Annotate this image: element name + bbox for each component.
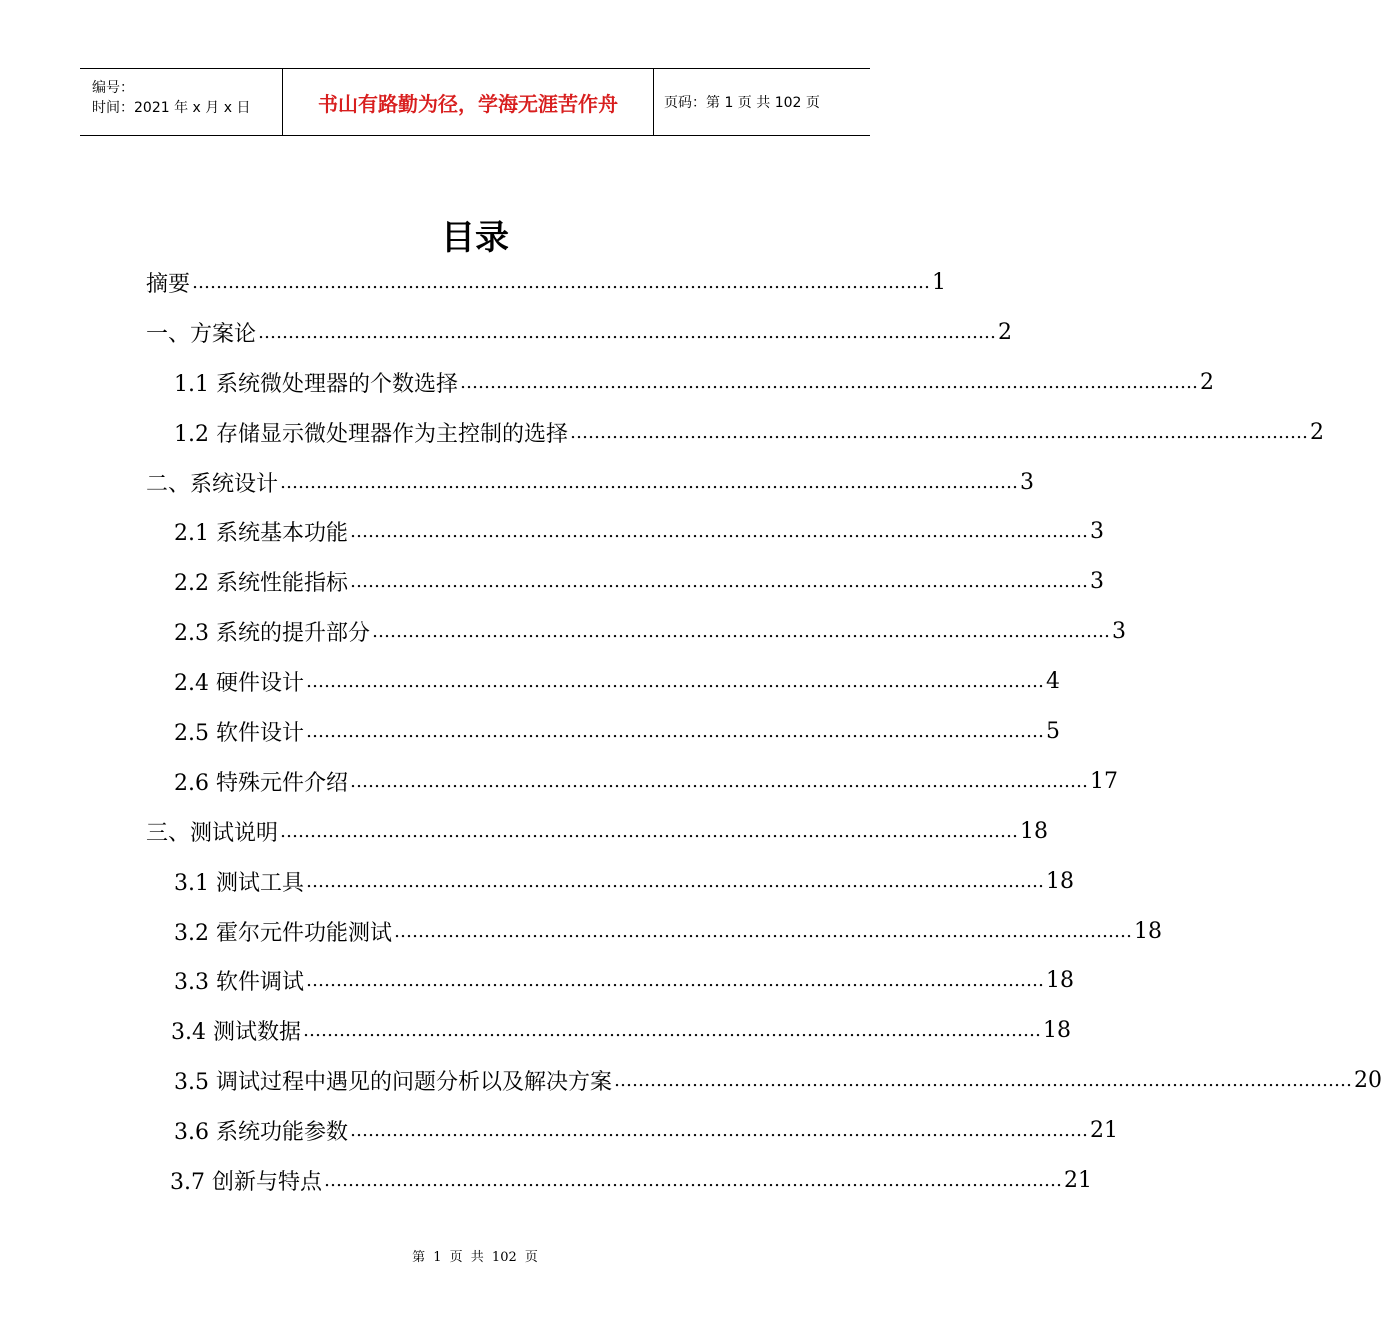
toc-entry[interactable] (170, 1160, 1092, 1200)
toc-entry-page: 18 (1133, 918, 1162, 944)
toc-entry-label: 2.6 特殊元件介绍 (174, 770, 348, 796)
toc-entry[interactable] (174, 661, 1060, 701)
toc-entry[interactable] (174, 362, 1214, 402)
header-motto: 书山有路勤为径，学海无涯苦作舟 (282, 69, 654, 135)
toc-entry-label: 测试说明 (190, 820, 279, 846)
toc-entry-page: 21 (1089, 1117, 1118, 1143)
toc-entry-page: 3 (1111, 618, 1126, 644)
toc-entry-page: 20 (1353, 1067, 1382, 1093)
toc-entry-label: 2.5 软件设计 (174, 720, 304, 746)
toc-entry[interactable] (174, 561, 1104, 601)
toc-entry-page: 17 (1089, 768, 1118, 794)
document-time-label: 时间：2021 年 x 月 x 日 (92, 100, 251, 116)
toc-entry-label: 方案论 (190, 321, 257, 347)
toc-entry[interactable] (146, 312, 1013, 352)
toc-entry-label: 3.5 调试过程中遇见的问题分析以及解决方案 (174, 1069, 612, 1095)
toc-entry-number: 一、 (146, 321, 191, 347)
toc-entry-page: 2 (998, 319, 1013, 345)
toc-entry-page: 1 (932, 269, 947, 295)
toc-leader-dots: …………………………………………………………………………………………………………… (302, 1019, 1041, 1041)
toc-entry[interactable] (146, 462, 1035, 502)
toc-leader-dots: …………………………………………………………………………………………………………… (192, 271, 931, 293)
toc-entry-number: 三、 (146, 820, 191, 846)
toc-entry[interactable] (174, 1110, 1118, 1150)
toc-leader-dots: …………………………………………………………………………………………………………… (569, 421, 1308, 443)
toc-leader-dots: …………………………………………………………………………………………………………… (305, 870, 1044, 892)
toc-entry[interactable] (174, 911, 1162, 951)
toc-entry-label: 3.2 霍尔元件功能测试 (174, 920, 392, 946)
toc-entry-page: 3 (1089, 518, 1104, 544)
toc-entry[interactable] (174, 511, 1104, 551)
page-header (80, 68, 870, 136)
toc-leader-dots: …………………………………………………………………………………………………………… (305, 969, 1044, 991)
page-title: 目录 (441, 218, 509, 258)
toc-entry[interactable] (146, 262, 947, 302)
document-number-label: 编号： (92, 80, 134, 96)
toc-entry-label: 系统设计 (190, 471, 279, 497)
toc-leader-dots: …………………………………………………………………………………………………………… (459, 371, 1198, 393)
toc-entry-label: 2.1 系统基本功能 (174, 520, 348, 546)
toc-leader-dots: …………………………………………………………………………………………………………… (280, 471, 1019, 493)
toc-entry[interactable] (174, 611, 1126, 651)
toc-entry-page: 21 (1063, 1167, 1092, 1193)
toc-leader-dots: …………………………………………………………………………………………………………… (393, 920, 1132, 942)
header-left-cell (80, 61, 282, 135)
toc-leader-dots: …………………………………………………………………………………………………………… (613, 1069, 1352, 1091)
toc-entry-label: 3.4 测试数据 (171, 1019, 301, 1045)
toc-entry[interactable] (171, 1010, 1071, 1050)
toc-entry[interactable] (174, 1060, 1382, 1100)
toc-leader-dots: …………………………………………………………………………………………………………… (349, 770, 1088, 792)
toc-entry[interactable] (174, 761, 1118, 801)
toc-entry-label: 摘要 (146, 271, 191, 297)
toc-entry-label: 1.2 存储显示微处理器作为主控制的选择 (174, 421, 568, 447)
toc-entry-number: 二、 (146, 471, 191, 497)
toc-entry-page: 3 (1089, 568, 1104, 594)
header-page-info: 页码：第 1 页 共 102 页 (664, 95, 820, 111)
toc-leader-dots: …………………………………………………………………………………………………………… (349, 1119, 1088, 1141)
toc-entry-page: 2 (1199, 369, 1214, 395)
toc-entry[interactable] (146, 811, 1049, 851)
toc-entry-label: 3.6 系统功能参数 (174, 1119, 348, 1145)
toc-leader-dots: …………………………………………………………………………………………………………… (280, 820, 1019, 842)
toc-entry-label: 3.7 创新与特点 (170, 1169, 322, 1195)
toc-leader-dots: …………………………………………………………………………………………………………… (371, 620, 1110, 642)
toc-entry-label: 3.1 测试工具 (174, 870, 304, 896)
toc-leader-dots: …………………………………………………………………………………………………………… (305, 720, 1044, 742)
toc-entry-page: 18 (1020, 818, 1049, 844)
toc-entry-page: 18 (1045, 967, 1074, 993)
toc-entry-label: 1.1 系统微处理器的个数选择 (174, 371, 458, 397)
toc-entry-page: 18 (1045, 868, 1074, 894)
page-footer: 第 1 页 共 102 页 (412, 1250, 538, 1265)
toc-entry-page: 5 (1045, 718, 1060, 744)
toc-entry-label: 2.3 系统的提升部分 (174, 620, 370, 646)
toc-entry[interactable] (174, 412, 1324, 452)
toc-leader-dots: …………………………………………………………………………………………………………… (349, 570, 1088, 592)
toc-leader-dots: …………………………………………………………………………………………………………… (305, 670, 1044, 692)
toc-entry[interactable] (174, 711, 1060, 751)
toc-entry-label: 2.2 系统性能指标 (174, 570, 348, 596)
toc-entry-page: 2 (1309, 419, 1324, 445)
toc-entry-page: 3 (1020, 469, 1035, 495)
toc-entry[interactable] (174, 960, 1074, 1000)
toc-leader-dots: …………………………………………………………………………………………………………… (323, 1169, 1062, 1191)
toc-leader-dots: …………………………………………………………………………………………………………… (258, 321, 997, 343)
toc-entry-label: 3.3 软件调试 (174, 969, 304, 995)
toc-entry-page: 4 (1045, 668, 1060, 694)
toc-leader-dots: …………………………………………………………………………………………………………… (349, 520, 1088, 542)
toc-entry-page: 18 (1042, 1017, 1071, 1043)
toc-entry-label: 2.4 硬件设计 (174, 670, 304, 696)
toc-entry[interactable] (174, 861, 1074, 901)
